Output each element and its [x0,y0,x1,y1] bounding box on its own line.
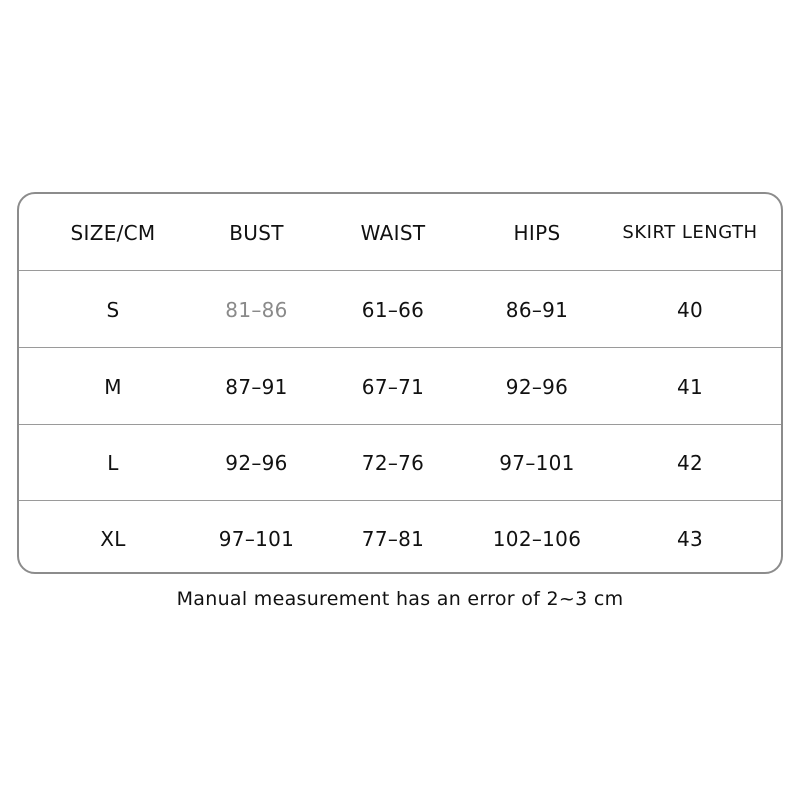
cell-hips: 92–96 [505,374,569,399]
cell-bust: 92–96 [225,451,288,475]
cell-hips: 86–91 [505,297,569,322]
header-skirt-length: SKIRT LENGTH [622,222,758,243]
cell-bust: 97–101 [218,526,295,551]
cell-hips: 97–101 [499,451,575,475]
cell-skirt-length: 43 [676,526,704,551]
cell-skirt-length: 40 [676,297,704,322]
cell-bust: 87–91 [225,374,288,399]
cell-waist: 67–71 [361,374,425,399]
table-row-xl [19,501,781,574]
table-row-s [19,271,781,348]
header-waist: WAIST [360,220,426,245]
cell-size: XL [100,526,126,551]
header-hips: HIPS [513,220,561,245]
table-row-m [19,348,781,425]
header-size: SIZE/CM [70,220,156,245]
size-chart-table [17,192,783,574]
cell-hips: 102–106 [492,526,582,551]
cell-waist: 77–81 [361,526,425,551]
cell-bust: 81–86 [225,297,288,322]
cell-skirt-length: 42 [676,451,704,475]
table-row-l [19,425,781,501]
cell-size: S [106,297,120,322]
cell-size: L [107,451,119,475]
cell-skirt-length: 41 [676,374,704,399]
cell-waist: 61–66 [361,297,425,322]
table-header-row [19,194,781,271]
measurement-note: Manual measurement has an error of 2~3 cm [176,588,624,610]
cell-size: M [104,374,122,399]
header-bust: BUST [229,220,284,245]
cell-waist: 72–76 [361,451,425,475]
